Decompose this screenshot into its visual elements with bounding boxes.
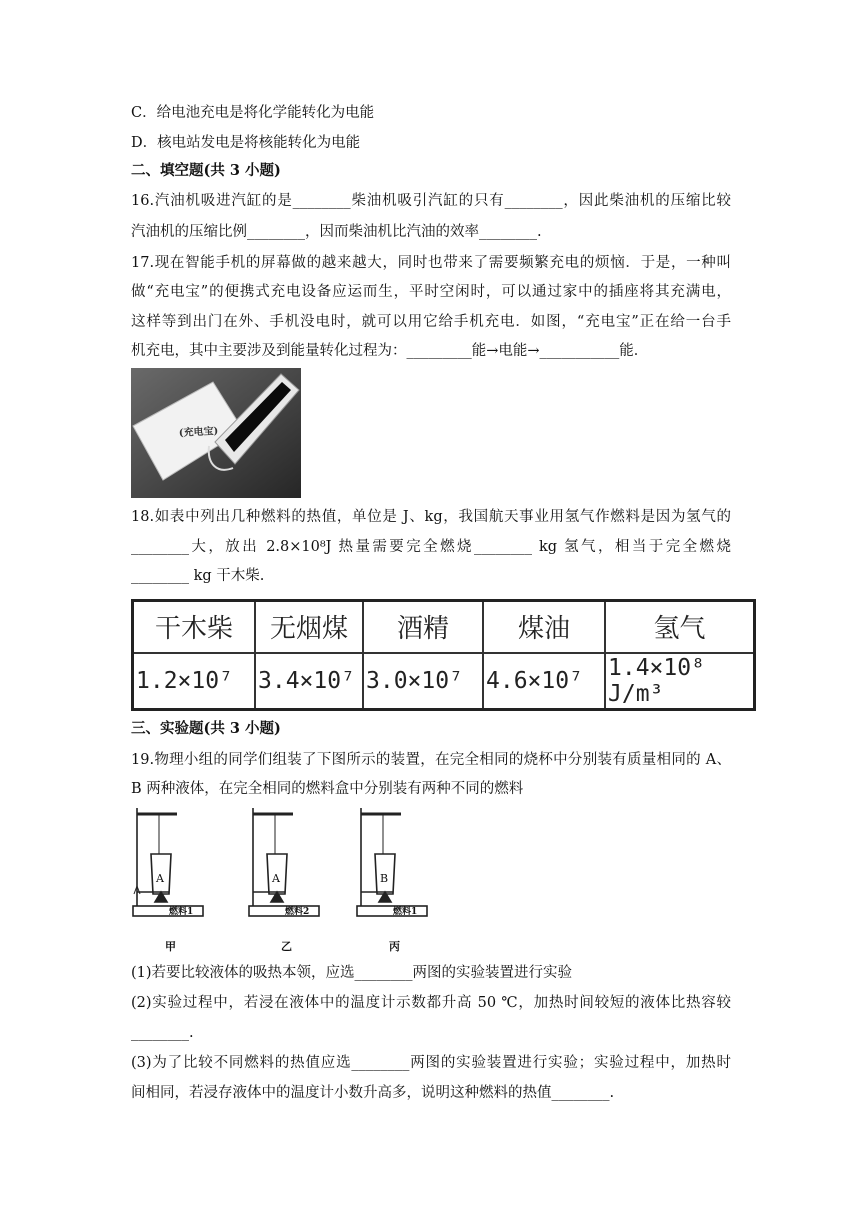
question-19-part-2-line-2: ________. [131,1025,194,1041]
option-c: C．给电池充电是将化学能转化为电能 [131,105,375,121]
table-value-cell: 4.6×10⁷ [483,653,605,710]
liquid-label: B [380,872,389,885]
table-value-row [133,653,755,710]
fuel-label: 燃料1 [169,907,194,917]
question-19-part-2-line-1: (2)实验过程中，若浸在液体中的温度计示数都升高 50 ℃，加热时间较短的液体比热容较 [131,995,731,1011]
question-19-part-3-line-2: 间相同，若浸存液体中的温度计小数升高多，说明这种燃料的热值________. [131,1085,615,1101]
table-value-cell: 1.4×10⁸ J/m³ [605,653,755,710]
apparatus-bing [357,808,427,916]
table-header-cell: 酒精 [363,601,483,653]
figure-caption-yi: 乙 [281,940,292,953]
fuel-label: 燃料1 [393,907,418,917]
section-heading-experiment: 三、实验题(共 3 小题) [131,720,281,737]
figure-caption-jia: 甲 [165,940,176,953]
question-19-line-2: B 两种液体，在完全相同的燃料盒中分别装有两种不同的燃料 [131,781,524,797]
table-header-cell: 无烟煤 [255,601,363,653]
question-18-line-3: ________ kg 干木柴. [131,568,265,584]
table-value-cell: 3.4×10⁷ [255,653,363,710]
question-16-line-1: 16.汽油机吸进汽缸的是________柴油机吸引汽缸的只有________，因此柴油机的压缩比较 [131,193,731,209]
question-18-line-1: 18.如表中列出几种燃料的热值，单位是 J、kg，我国航天事业用氢气作燃料是因为氢气的 [131,509,731,525]
question-18-line-2: ________大，放出 2.8×10⁸J 热量需要完全燃烧________ kg 氢气，相当于完全燃烧 [131,539,731,555]
question-17-line-2: 做“充电宝”的便携式充电设备应运而生，平时空闲时，可以通过家中的插座将其充满电， [131,284,731,300]
option-d: D．核电站发电是将核能转化为电能 [131,135,361,151]
question-19-part-1: (1)若要比较液体的吸热本领，应选________两图的实验装置进行实验 [131,965,573,981]
section-heading-fill-blank: 二、填空题(共 3 小题) [131,162,281,179]
table-header-cell: 氢气 [605,601,755,653]
question-19-line-1: 19.物理小组的同学们组装了下图所示的装置，在完全相同的烧杯中分别装有质量相同的 A、 [131,752,731,768]
fuel-heat-value-table [131,599,756,711]
apparatus-jia [133,808,203,916]
experiment-apparatus-figure [131,806,451,956]
liquid-label: A [272,872,280,885]
power-bank-label: (充电宝) [178,425,219,439]
table-header-row [133,601,755,653]
question-19-part-3-line-1: (3)为了比较不同燃料的热值应选________两图的实验装置进行实验；实验过程中，加热时 [131,1055,731,1071]
question-16-line-2: 汽油机的压缩比例________，因而柴油机比汽油的效率________. [131,224,542,240]
fuel-label: 燃料2 [285,907,310,917]
liquid-label: A [156,872,164,885]
figure-caption-bing: 丙 [389,940,400,953]
table-value-cell: 3.0×10⁷ [363,653,483,710]
table-header-cell: 干木柴 [133,601,256,653]
question-17-line-1: 17.现在智能手机的屏幕做的越来越大，同时也带来了需要频繁充电的烦恼．于是，一种叫 [131,255,731,271]
power-bank-photo [131,368,301,498]
question-17-line-3: 这样等到出门在外、手机没电时，就可以用它给手机充电．如图，“充电宝”正在给一台手 [131,314,731,330]
question-17-line-4: 机充电，其中主要涉及到能量转化过程为：_________能→电能→___________能． [131,343,649,359]
table-value-cell: 1.2×10⁷ [133,653,256,710]
table-header-cell: 煤油 [483,601,605,653]
apparatus-yi [249,808,319,916]
